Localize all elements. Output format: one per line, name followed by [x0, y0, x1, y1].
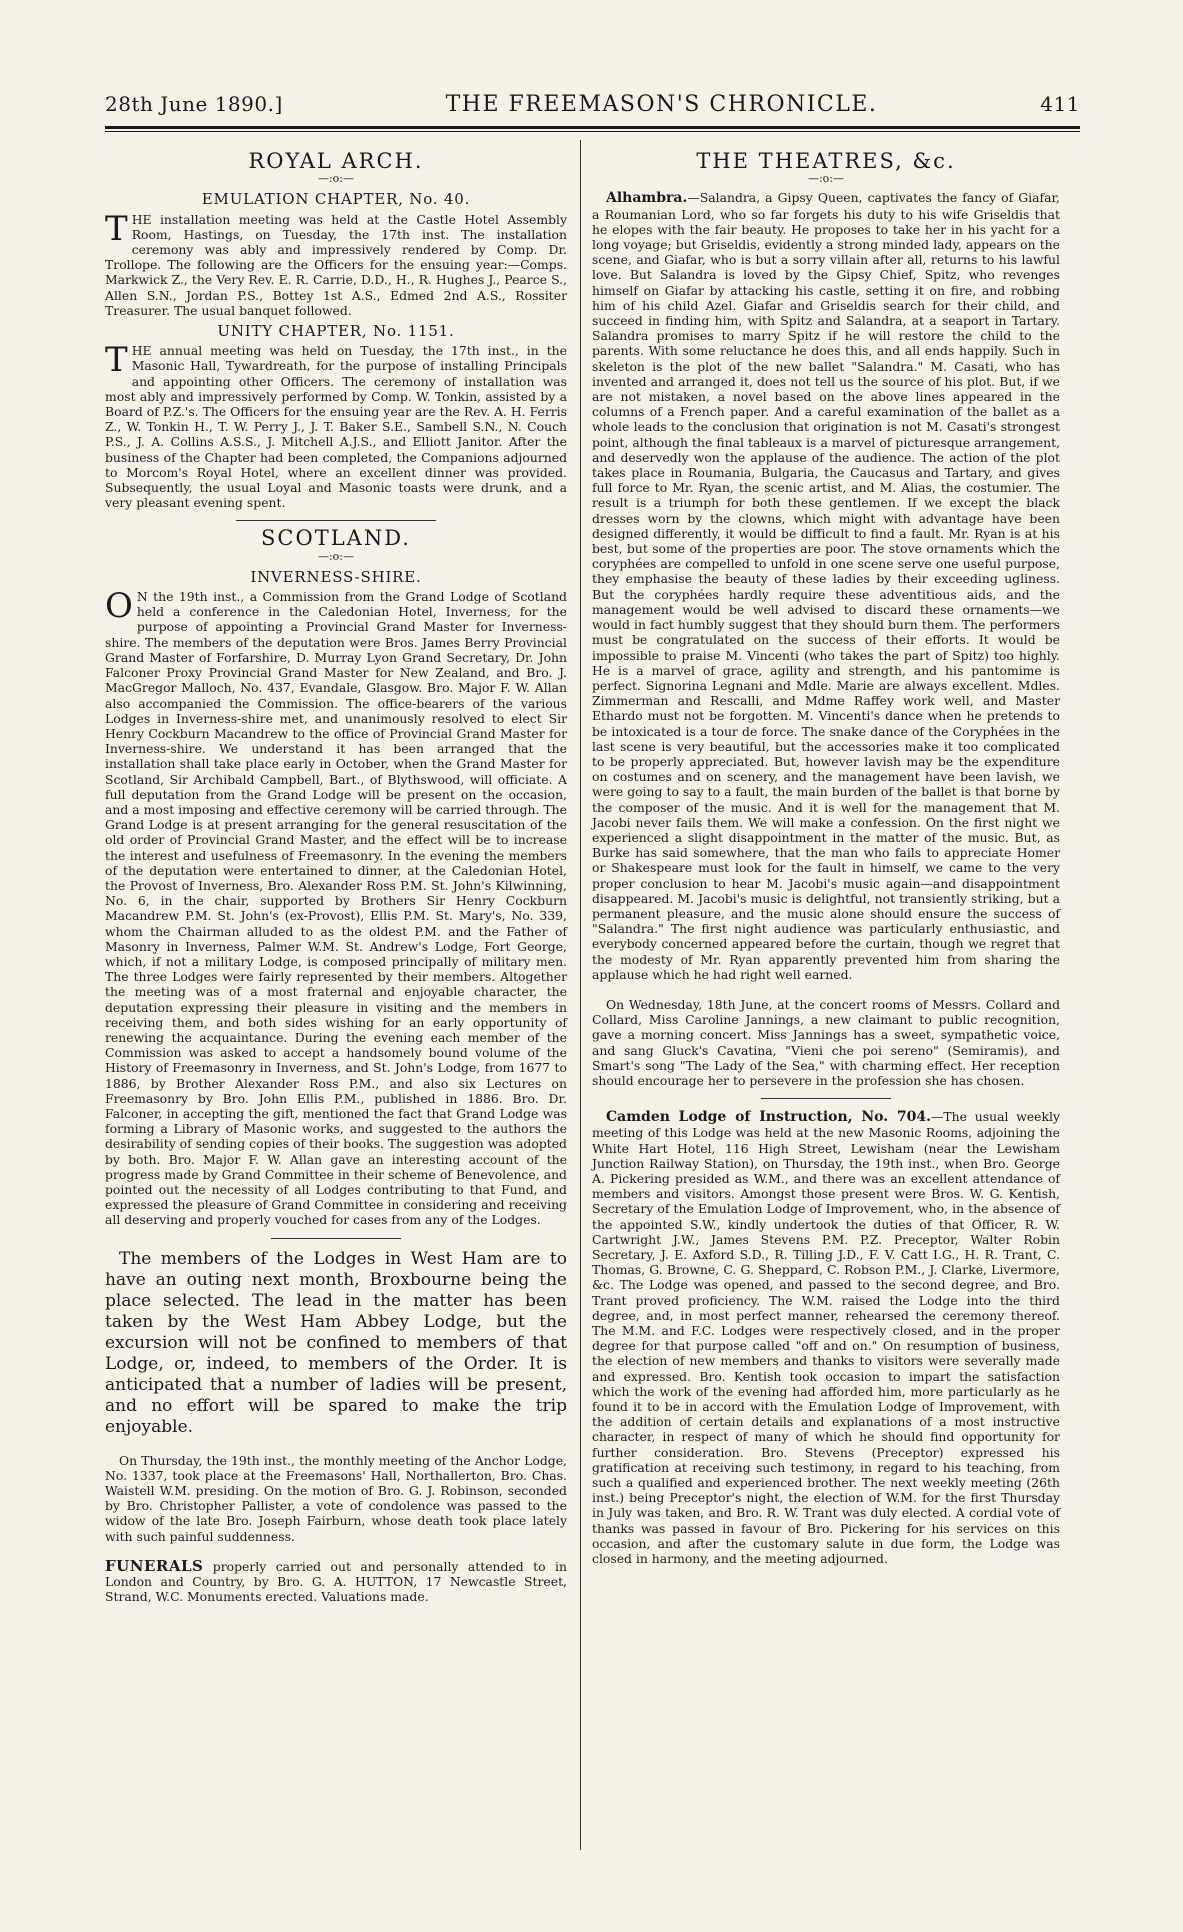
article-text: HE annual meeting was held on Tuesday, the 17th inst., in the Masonic Hall, Tywardreath, for the purpose of installing Principals and appointing other Officers. The ceremony of installation was most ably and impressively performed by Comp. W. Tonkin, assisted by a Board of P.Z.'s. The Officers for the ensuing year are the Rev. A. H. Ferris Z., W. Tonkin H., T. W. Perry J., J. T. Baker S.E., Sambell S.N., N. Couch P.S., J. A. Collins A.S.S., J. Mitchell A.J.S., and Elliott Janitor. After the business of the Chapter had been completed, the Companions adjourned to Morcom's Royal Hotel, where an excellent dinner was provided. Subsequently, the usual Loyal and Masonic toasts were drunk, and a very pleasant evening spent.	[105, 343, 567, 511]
alhambra-review	[592, 190, 1060, 982]
header-page-number: 411	[1040, 92, 1080, 116]
article-text: HE installation meeting was held at the Castle Hotel Assembly Room, Hastings, on Tuesday, the 17th inst. The installation ceremony was ably and impressively rendered by Comp. Dr. Trollope. The following are the Officers for the ensuing year:—Comps. Markwick Z., the Very Rev. E. R. Carrie, D.D., H., R. Hughes J., Pearce S., Allen S.N., Jordan P.S., Bottey 1st A.S., Edmed 2nd A.S., Rossiter Treasurer. The usual banquet followed.	[105, 211, 567, 318]
anchor-lodge-paragraph: On Thursday, the 19th inst., the monthly meeting of the Anchor Lodge, No. 1337, took place at the Freemasons' Hall, Northallerton, Bro. Chas. Waistell W.M. presiding. On the motion of Bro. G. J. Robinson, seconded by Bro. Christopher Pallister, a vote of condolence was passed to the widow of the late Bro. Joseph Fairburn, whose death took place lately with such painful suddenness.	[105, 1452, 567, 1544]
inverness-shire-heading: INVERNESS-SHIRE.	[250, 567, 422, 586]
unity-chapter-heading: UNITY CHAPTER, No. 1151.	[217, 322, 455, 341]
concert-paragraph: On Wednesday, 18th June, at the concert rooms of Messrs. Collard and Collard, Miss Caroline Jannings, a new claimant to public recognition, gave a morning concert. Miss Jannings has a sweet, sympathetic voice, and sang Gluck's Cavatina, "Vieni che poi sereno" (Semiramis), and Smart's song "The Lady of the Sea," with charming effect. Her reception should encourage her to persevere in the profession she has chosen.	[592, 996, 1060, 1088]
section-separator	[236, 520, 436, 521]
header-rule	[105, 126, 1080, 129]
right-column	[592, 150, 1060, 1569]
alhambra-text: —Salandra, a Gipsy Queen, captivates the fancy of Giafar, a Roumanian Lord, who so far forgets his duty to his wife Griseldis that he elopes with the fair beauty. He proposes to take her in his yacht for a long voyage; but Griseldis, evidently a strong minded lady, appears on the scene, and Giafar, who is but a sorry villain after all, returns to his lawful love. But Salandra is loved by the Gipsy Chief, Spitz, who revenges himself on Giafar by attacking his castle, setting it on fire, and robbing him of his child Azel. Giafar and Griseldis search for their child, and succeed in finding him, with Spitz and Salandra, at a seaport in Tartary. Salandra promises to marry Spitz if he will restore the child to the parents. With some reluctance he does this, and all ends happily. Such in skeleton is the plot of the new ballet "Salandra." M. Casati, who has invented and arranged it, does not tell us the source of his plot. But, if we are not mistaken, a novel based on the above lines appeared in the columns of a French paper. And a careful examination of the ballet as a whole leads to the conclusion that origination is not M. Casati's strongest point, although the final tableaux is a marvel of picturesque arrangement, and deservedly won the applause of the audience. The action of the plot takes place in Roumania, Bulgaria, the Caucasus and Tartary, and gives full force to Mr. Ryan, the scenic artist, and M. Alias, the costumier. The result is a triumph for both these gentlemen. If we except the black dresses worn by the clowns, which might with advantage have been designed differently, it would be difficult to find a fault. Mr. Ryan is at his best, but some of the properties are poor. The stove ornaments which the coryphées are compelled to unfold in one scene serve one useful purpose, they emphasise the beauty of these ladies by their exceeding ugliness. But the coryphées hardly require these adventitious aids, and the management would be well advised to discard these ornaments—we would in fact humbly suggest that they should burn them. The performers must be congratulated on the success of their efforts. It would be impossible to praise M. Vincenti (who takes the part of Spitz) too highly. He is a marvel of grace, agility and strength, and his pantomime is perfect. Signorina Legnani and Mdle. Marie are always excellent. Mdles. Zimmerman and Rescalli, and Mdme Raffey work well, and Master Ethardo must not be forgotten. M. Vincenti's dance when he pretends to be intoxicated is a tour de force. The snake dance of the Coryphées in the last scene is very beautiful, but the accessories make it too complicated to be properly appreciated. But, however lavish may be the expenditure on costumes and on scenery, and the management have been lavish, we were going to say to a fault, the main burden of the ballet is that borne by the composer of the music. And it is well for the management that M. Jacobi never fails them. We will make a confession. On the first night we experienced a slight disappointment in the matter of the music. But, as Burke has said somewhere, that the man who fails to appreciate Homer or Shakespeare must look for the fault in himself, we came to the very proper conclusion to hear M. Jacobi's music again—and disappointment disappeared. M. Jacobi's music is delightful, not transiently striking, but a permanent pleasure, and the music alone should ensure the success of "Salandra." The first night audience was particularly enthusiastic, and everybody concerned appeared before the curtain, though we regret that the modesty of Mr. Ryan apparently prevented him from sharing the applause which he had right well earned.	[592, 190, 1060, 982]
emulation-chapter-heading: EMULATION CHAPTER, No. 40.	[201, 190, 471, 209]
spacer	[105, 1441, 567, 1453]
drop-cap: T	[105, 340, 128, 381]
theatres-heading: THE THEATRES, &c.	[696, 149, 956, 173]
unity-chapter-article	[105, 340, 567, 511]
header-title: THE FREEMASON'S CHRONICLE.	[445, 92, 878, 117]
camden-lodge-article	[592, 1109, 1060, 1566]
scotland-heading: SCOTLAND.	[261, 526, 411, 551]
royal-arch-heading: ROYAL ARCH.	[248, 149, 424, 173]
page-header	[105, 92, 1080, 118]
header-date: 28th June 1890.]	[105, 92, 283, 116]
header-rule-thin	[105, 131, 1080, 132]
funerals-advert	[105, 1556, 567, 1605]
section-separator	[271, 1238, 401, 1239]
ornament: —:o:—	[317, 549, 355, 563]
inverness-article	[105, 586, 567, 1228]
funerals-text: properly carried out and personally attended to in London and Country, by Bro. G. A. HUTTON, 17 Newcastle Street, Strand, W.C. Monuments erected. Valuations made.	[105, 1558, 567, 1605]
alhambra-lead: Alhambra.	[606, 190, 688, 207]
column-divider	[580, 140, 581, 1850]
ornament: —:o:—	[807, 172, 845, 186]
emulation-chapter-article	[105, 208, 567, 318]
funerals-lead: FUNERALS	[105, 1556, 204, 1575]
ornament: —:o:—	[317, 172, 355, 186]
camden-text: —The usual weekly meeting of this Lodge was held at the new Masonic Rooms, adjoining the White Hart Hotel, 116 High Street, Lewisham (near the Lewisham Junction Railway Station), on Thursday, the 19th inst., when Bro. George A. Pickering presided as W.M., and there was an excellent attendance of members and visitors. Amongst those present were Bros. W. G. Kentish, Secretary of the Emulation Lodge of Improvement, who, in the absence of the appointed S.W., kindly undertook the duties of that Officer, R. W. Cartwright J.W., James Stevens P.M. P.Z. Preceptor, Walter Robin Secretary, J. E. Axford S.D., R. Tilling J.D., F. V. Catt I.G., H. R. Trant, C. Thomas, G. Browne, C. G. Sheppard, C. Robson P.M., J. Clarke, Livermore, &c. The Lodge was opened, and passed to the second degree, and Bro. Trant proved proficiency. The W.M. raised the Lodge into the third degree, and, in most perfect manner, rehearsed the ceremony thereof. The M.M. and F.C. Lodges were respectively closed, and in the proper degree for that purpose called "off and on." On resumption of business, the election of new members and thanks to visitors were severally made and expressed. Bro. Kentish took occasion to impart the satisfaction which the work of the evening had afforded him, more particularly as he found it to be in accord with the Emulation Lodge of Improvement, with the addition of certain details and explanations of a most instructive character, in respect of many of which he should find opportunity for further consideration. Bro. Stevens (Preceptor) expressed his gratification at receiving such testimony, in regard to his teaching, from such a qualified and experienced brother. The next weekly meeting (26th inst.) being Preceptor's night, the election of W.M. for the first Thursday in July was taken, and Bro. R. W. Trant was duly elected. A cordial vote of thanks was passed in favour of Bro. Pickering for his services on this occasion, and after the customary salute in due form, the Lodge was closed in harmony, and the meeting adjourned.	[592, 1109, 1060, 1567]
spacer	[592, 985, 1060, 997]
article-text: N the 19th inst., a Commission from the Grand Lodge of Scotland held a conference in the Caledonian Hotel, Inverness, for the purpose of appointing a Provincial Grand Master for Inverness-shire. The members of the deputation were Bros. James Berry Provincial Grand Master of Forfarshire, D. Murray Lyon Grand Secretary, Dr. John Falconer Proxy Provincial Grand Master for New Zealand, and Bro. J. MacGregor Malloch, No. 437, Evandale, Glasgow. Bro. Major F. W. Allan also accompanied the Commission. The office-bearers of the various Lodges in Inverness-shire met, and unanimously resolved to elect Sir Henry Cockburn Macandrew to the office of Provincial Grand Master for Inverness-shire. We understand it has been arranged that the installation shall take place early in October, when the Grand Master for Scotland, Sir Archibald Campbell, Bart., of Blythswood, will officiate. A full deputation from the Grand Lodge will be present on the occasion, and a most imposing and effective ceremony will be carried through. The Grand Lodge is at present arranging for the general resuscitation of the old order of Provincial Grand Master, and the effect will be to increase the interest and usefulness of Freemasonry. In the evening the members of the deputation were entertained to dinner, at the Caledonian Hotel, the Provost of Inverness, Bro. Alexander Ross P.M. St. John's Kilwinning, No. 6, in the chair, supported by Brothers Sir Henry Cockburn Macandrew P.M. St. John's (ex-Provost), Ellis P.M. St. Mary's, No. 339, whom the Chairman alluded to as the oldest P.M. and the Father of Masonry in Inverness, Palmer W.M. St. Andrew's Lodge, Fort George, which, if not a military Lodge, is composed principally of military men. The three Lodges were fairly represented by their members. Altogether the meeting was of a most fraternal and enjoyable character, the deputation expressing their pleasure in visiting and the members in receiving them, and both sides wishing for an early opportunity of renewing the acquaintance. During the evening each member of the Commission was asked to accept a handsomely bound volume of the History of Freemasonry in Inverness, and St. John's Lodge, from 1677 to 1886, by Brother Alexander Ross P.M., and also six Lectures on Freemasonry by Bro. John Ellis P.M., published in 1886. Bro. Dr. Falconer, in accepting the gift, mentioned the fact that Grand Lodge was forming a Library of Masonic works, and suggested to the authors the desirability of sending copies of their books. The suggestion was adopted by both. Bro. Major F. W. Allan gave an interesting account of the progress made by Grand Committee in their scheme of Benevolence, and pointed out the necessity of all Lodges contributing to that Fund, and expressed the pleasure of Grand Committee in considering and receiving all deserving and properly vouched for cases from any of the Lodges.	[105, 589, 567, 1228]
drop-cap: O	[105, 586, 133, 627]
section-separator	[761, 1098, 891, 1099]
west-ham-paragraph: The members of the Lodges in West Ham are to have an outing next month, Broxbourne being the place selected. The lead in the matter has been taken by the West Ham Abbey Lodge, but the excursion will not be confined to members of that Lodge, or, indeed, to members of the Order. It is anticipated that a number of ladies will be present, and no effort will be spared to make the trip enjoyable.	[105, 1248, 567, 1437]
drop-cap: T	[105, 208, 128, 249]
camden-lead: Camden Lodge of Instruction, No. 704.	[606, 1109, 931, 1126]
left-column	[105, 150, 567, 1607]
